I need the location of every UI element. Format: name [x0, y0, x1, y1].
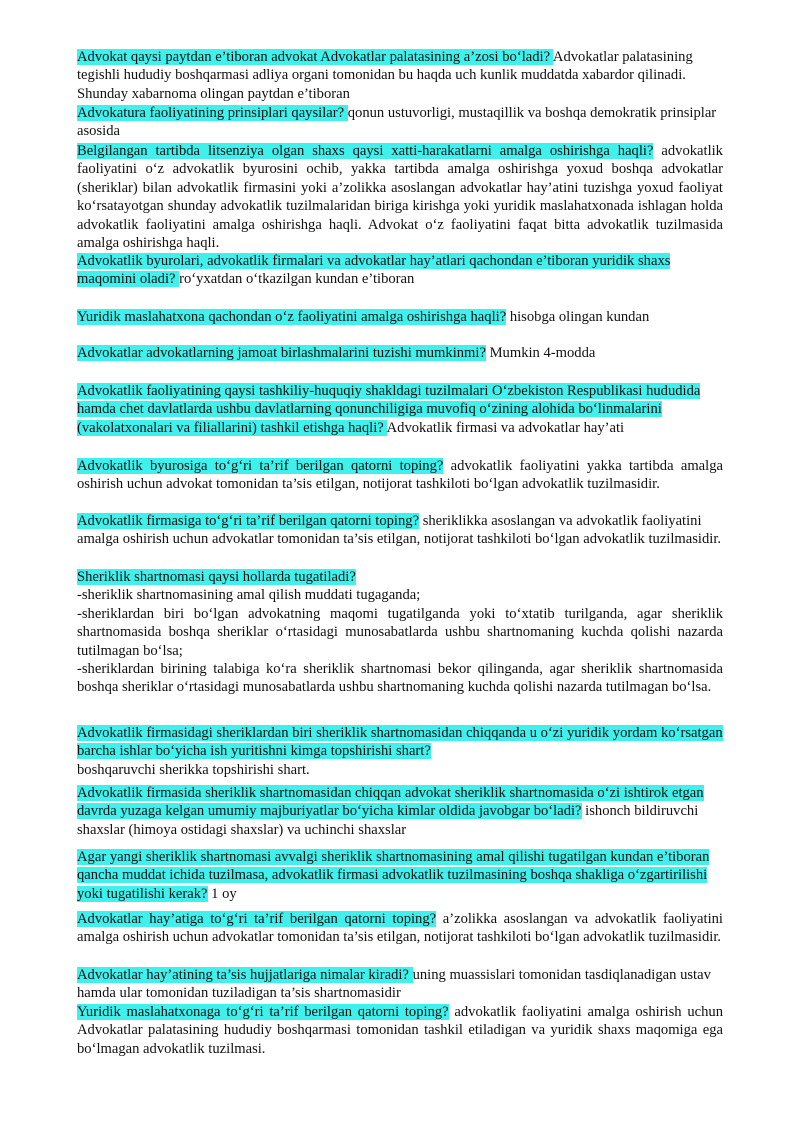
- question-highlight: Yuridik maslahatxona qachondan o‘z faoliyatini amalga oshirishga haqli?: [77, 309, 507, 325]
- answer-text: uning muassislari tomonidan tasdiqlanadigan ustav hamda ular tomonidan tuziladigan ta’sis shartnomasidir: [77, 967, 711, 1002]
- question-highlight: Advokatlik byurosiga to‘g‘ri ta’rif berilgan qatorni toping?: [77, 458, 444, 474]
- answer-text: Advokatlik firmasi va advokatlar hay’ati: [386, 419, 625, 436]
- qa-item: [77, 848, 723, 903]
- answer-text: a’zolikka asoslangan va advokatlik faoliyatini amalga oshirish uchun advokatlar tomonidan ta’sis etilgan, notijorat tashkiloti bo‘lgan advokatlik tuzilmasidir.: [77, 911, 723, 946]
- question-highlight: Advokatlar hay’atining ta’sis hujjatlariga nimalar kiradi?: [77, 967, 413, 983]
- qa-item: [77, 512, 723, 549]
- qa-item: [77, 344, 723, 362]
- qa-item: [77, 457, 723, 494]
- question-highlight: Agar yangi sheriklik shartnomasi avvalgi sheriklik shartnomasining amal qilishi tugatilgan kundan e’tiboran qancha muddat ichida tuzilmasa, advokatlik firmasi advokatlik tuzilmasining boshqa shakliga o‘zgartirilishi yoki tugatilishi kerak?: [77, 849, 710, 902]
- answer-text: qonun ustuvorligi, mustaqillik va boshqa demokratik prinsiplar asosida: [77, 105, 717, 140]
- answer-text: Advokatlar palatasining tegishli hududiy boshqarmasi adliya organi tomonidan bu haqda uch kunlik muddatda xabardor qilinadi. Shunday xabarnoma olingan paytdan e’tiboran: [77, 49, 693, 102]
- question-highlight: Advokat qaysi paytdan e’tiboran advokat Advokatlar palatasining a’zosi bo‘ladi?: [77, 49, 553, 65]
- question-highlight: Advokatlik firmasida sheriklik shartnomasidan chiqqan advokat sheriklik shartnomasida o‘zi ishtirok etgan davrda yuzaga kelgan umumiy majburiyatlar bo‘yicha kimlar oldida javobgar bo‘ladi?: [77, 785, 704, 820]
- qa-item: [77, 142, 723, 252]
- question-highlight: Advokatlik byurolari, advokatlik firmalari va advokatlar hay’atlari qachondan e’tiboran yuridik shaxs maqomini oladi?: [77, 253, 671, 288]
- answer-text: ro‘yxatdan o‘tkazilgan kundan e’tiboran: [179, 271, 415, 288]
- answer-text: hisobga olingan kundan: [506, 309, 650, 325]
- answer-line: -sheriklardan biri bo‘lgan advokatning maqomi tugatilganda yoki to‘xtatib turilganda, agar sheriklik shartnomasida boshqa sheriklar o‘rtasidagi munosabatlarda ushbu shartnomaning kuchda qolishi nazarda tutilmagan bo‘lsa;: [77, 605, 723, 659]
- answer-text: advokatlik faoliyatini amalga oshirish uchun Advokatlar palatasining hududiy boshqarmasi tomonidan tashkil etiladigan va yuridik shaxs maqomiga ega bo‘lmagan advokatlik tuzilmasi.: [77, 1004, 723, 1057]
- qa-item: [77, 48, 723, 103]
- answer-line: -sheriklardan birining talabiga ko‘ra sheriklik shartnomasi bekor qilinganda, agar sheriklik shartnomasida boshqa sheriklar o‘rtasidagi munosabatlarda ushbu shartnomaning kuchda qolishi nazarda tutilmagan bo‘lsa.: [77, 661, 723, 696]
- qa-item: [77, 910, 723, 947]
- question-highlight: Advokatlik faoliyatining qaysi tashkiliy-huquqiy shakldagi tuzilmalari O‘zbekiston Respublikasi hududida hamda chet davlatlarda ushbu davlatlarning qonunchiligiga muvofiq o‘zining alohida bo‘linmalarini (vakolatxonalari va filiallarini) tashkil etishga haqli?: [77, 383, 701, 436]
- answer-line: -sheriklik shartnomasining amal qilish muddati tugaganda;: [77, 587, 421, 604]
- question-highlight: Yuridik maslahatxonaga to‘g‘ri ta’rif berilgan qatorni toping?: [77, 1004, 449, 1020]
- qa-item: [77, 724, 723, 779]
- answer-text: 1 oy: [207, 885, 237, 902]
- qa-item: [77, 308, 723, 326]
- answer-text: sheriklikka asoslangan va advokatlik faoliyatini amalga oshirish uchun advokatlar tomonidan ta’sis etilgan, notijorat tashkiloti bo‘lgan advokatlik tuzilmasidir.: [77, 513, 722, 548]
- answer-text: advokatlik faoliyatini yakka tartibda amalga oshirish uchun advokat tomonidan ta’sis etilgan, notijorat tashkiloti bo‘lgan advokatlik tuzilmasidir.: [77, 458, 723, 493]
- question-highlight: Advokatlar hay’atiga to‘g‘ri ta’rif berilgan qatorni toping?: [77, 911, 437, 927]
- question-highlight: Advokatlar advokatlarning jamoat birlashmalarini tuzishi mumkinmi?: [77, 345, 486, 361]
- qa-item: [77, 966, 723, 1003]
- answer-text: ishonch bildiruvchi shaxslar (himoya ostidagi shaxslar) va uchinchi shaxslar: [77, 803, 699, 838]
- question-highlight: Advokatlik firmasidagi sheriklardan biri sheriklik shartnomasidan chiqqanda u o‘zi yuridik yordam ko‘rsatgan barcha ishlar bo‘yicha ish yuritishni kimga topshirishi shart?: [77, 725, 723, 760]
- qa-item: [77, 104, 723, 141]
- question-highlight: Advokatlik firmasiga to‘g‘ri ta’rif berilgan qatorni toping?: [77, 513, 420, 529]
- answer-text: boshqaruvchi sherikka topshirishi shart.: [77, 761, 310, 778]
- question-highlight: Sheriklik shartnomasi qaysi hollarda tugatiladi?: [77, 569, 356, 585]
- qa-item: [77, 382, 723, 437]
- answer-text: Mumkin 4-modda: [485, 345, 596, 361]
- qa-item: [77, 252, 723, 289]
- qa-item: [77, 1003, 723, 1058]
- question-highlight: Advokatura faoliyatining prinsiplari qaysilar?: [77, 105, 348, 121]
- answer-text: advokatlik faoliyatini o‘z advokatlik byurosini ochib, yakka tartibda amalga oshirishga yoxud boshqa advokatlar (sheriklar) bilan advokatlik firmasini yoki a’zolikka asoslangan advokatlar hay’atini tuzishga yoxud faoliyat ko‘rsatayotgan shunday advokatlik tuzilmalaridan biriga kirishga yoki yuridik maslahatxonada ishlagan holda advokatlik faoliyatini amalga oshirishga haqli. Advokat o‘z faoliyatini faqat bitta advokatlik tuzilmasida amalga oshirishga haqli.: [77, 143, 723, 252]
- question-highlight: Belgilangan tartibda litsenziya olgan shaxs qaysi xatti-harakatlarni amalga oshirishga haqli?: [77, 143, 654, 159]
- qa-item: [77, 568, 723, 697]
- qa-item: [77, 784, 723, 839]
